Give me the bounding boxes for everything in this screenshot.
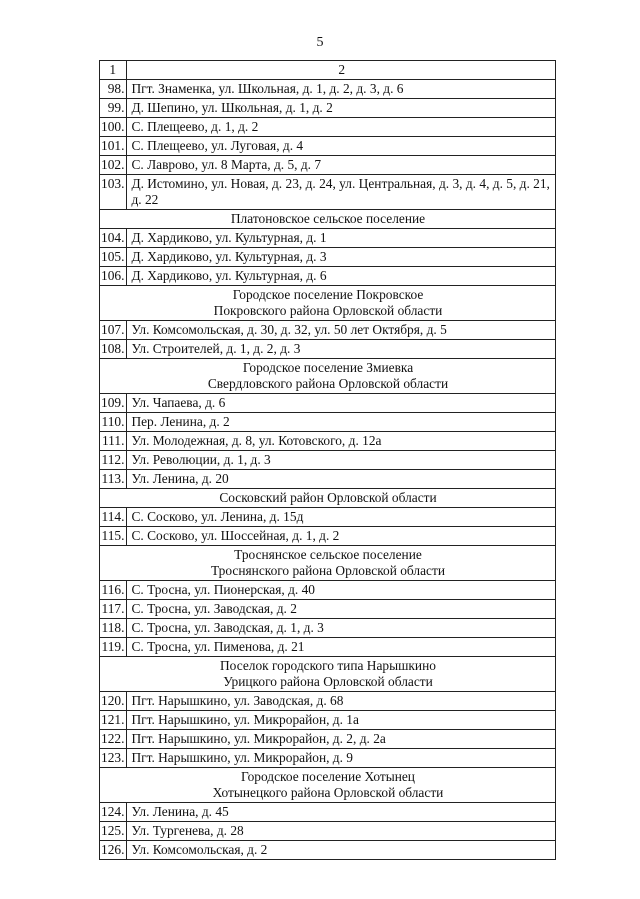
row-address: Д. Хардиково, ул. Культурная, д. 3 bbox=[127, 248, 556, 267]
row-number: 123. bbox=[100, 749, 127, 768]
address-table bbox=[99, 60, 556, 860]
section-title bbox=[100, 489, 556, 508]
section-header-row bbox=[100, 768, 556, 803]
row-address: С. Лаврово, ул. 8 Марта, д. 5, д. 7 bbox=[127, 156, 556, 175]
section-title bbox=[100, 359, 556, 394]
row-address: Д. Хардиково, ул. Культурная, д. 1 bbox=[127, 229, 556, 248]
row-address: Д. Истомино, ул. Новая, д. 23, д. 24, ул. Центральная, д. 3, д. 4, д. 5, д. 21, д. 22 bbox=[127, 175, 556, 210]
table-row bbox=[100, 581, 556, 600]
row-number: 117. bbox=[100, 600, 127, 619]
table-row bbox=[100, 413, 556, 432]
section-title bbox=[100, 768, 556, 803]
table-row bbox=[100, 749, 556, 768]
table-row bbox=[100, 508, 556, 527]
table-row bbox=[100, 527, 556, 546]
row-number: 114. bbox=[100, 508, 127, 527]
row-address: Пгт. Нарышкино, ул. Микрорайон, д. 1а bbox=[127, 711, 556, 730]
row-address: С. Плещеево, ул. Луговая, д. 4 bbox=[127, 137, 556, 156]
section-header-row bbox=[100, 210, 556, 229]
row-number: 115. bbox=[100, 527, 127, 546]
table-row bbox=[100, 175, 556, 210]
row-address: С. Сосково, ул. Шоссейная, д. 1, д. 2 bbox=[127, 527, 556, 546]
row-address: Пгт. Знаменка, ул. Школьная, д. 1, д. 2, д. 3, д. 6 bbox=[127, 80, 556, 99]
table-row bbox=[100, 600, 556, 619]
table-row bbox=[100, 340, 556, 359]
row-number: 106. bbox=[100, 267, 127, 286]
table-row bbox=[100, 267, 556, 286]
row-address: С. Плещеево, д. 1, д. 2 bbox=[127, 118, 556, 137]
section-title-line: Троснянское сельское поселение bbox=[234, 547, 422, 562]
table-row bbox=[100, 822, 556, 841]
table-row bbox=[100, 841, 556, 860]
row-address: С. Тросна, ул. Заводская, д. 2 bbox=[127, 600, 556, 619]
section-title bbox=[100, 286, 556, 321]
table-row bbox=[100, 80, 556, 99]
row-number: 116. bbox=[100, 581, 127, 600]
section-title bbox=[100, 546, 556, 581]
row-number: 103. bbox=[100, 175, 127, 210]
row-address: Ул. Молодежная, д. 8, ул. Котовского, д. 12а bbox=[127, 432, 556, 451]
row-address: Ул. Чапаева, д. 6 bbox=[127, 394, 556, 413]
table-row bbox=[100, 229, 556, 248]
section-title-line: Городское поселение Хотынец bbox=[241, 769, 415, 784]
row-number: 107. bbox=[100, 321, 127, 340]
row-number: 101. bbox=[100, 137, 127, 156]
row-address: Ул. Ленина, д. 45 bbox=[127, 803, 556, 822]
header-col-number: 1 bbox=[100, 61, 127, 80]
table-row bbox=[100, 730, 556, 749]
row-number: 105. bbox=[100, 248, 127, 267]
row-number: 120. bbox=[100, 692, 127, 711]
row-number: 109. bbox=[100, 394, 127, 413]
row-number: 98. bbox=[100, 80, 127, 99]
section-header-row bbox=[100, 286, 556, 321]
section-title-line: Поселок городского типа Нарышкино bbox=[220, 658, 436, 673]
row-number: 121. bbox=[100, 711, 127, 730]
table-row bbox=[100, 394, 556, 413]
row-number: 104. bbox=[100, 229, 127, 248]
table-row bbox=[100, 99, 556, 118]
row-number: 108. bbox=[100, 340, 127, 359]
row-address: Д. Шепино, ул. Школьная, д. 1, д. 2 bbox=[127, 99, 556, 118]
table-row bbox=[100, 137, 556, 156]
row-address: Ул. Ленина, д. 20 bbox=[127, 470, 556, 489]
table-row bbox=[100, 248, 556, 267]
table-row bbox=[100, 470, 556, 489]
row-address: Пер. Ленина, д. 2 bbox=[127, 413, 556, 432]
table-row bbox=[100, 451, 556, 470]
row-number: 122. bbox=[100, 730, 127, 749]
section-header-row bbox=[100, 546, 556, 581]
section-title-line: Платоновское сельское поселение bbox=[230, 211, 426, 226]
section-title-line: Сосковский район Орловской области bbox=[219, 490, 437, 505]
table-row bbox=[100, 156, 556, 175]
row-address: Пгт. Нарышкино, ул. Микрорайон, д. 2, д. 2а bbox=[127, 730, 556, 749]
row-address: С. Сосково, ул. Ленина, д. 15д bbox=[127, 508, 556, 527]
row-number: 126. bbox=[100, 841, 127, 860]
row-number: 119. bbox=[100, 638, 127, 657]
table-row bbox=[100, 803, 556, 822]
row-number: 99. bbox=[100, 99, 127, 118]
table-row bbox=[100, 321, 556, 340]
section-title-line: Хотынецкого района Орловской области bbox=[212, 785, 444, 800]
section-header-row bbox=[100, 657, 556, 692]
row-number: 125. bbox=[100, 822, 127, 841]
section-title-line: Покровского района Орловской области bbox=[213, 303, 443, 318]
row-number: 112. bbox=[100, 451, 127, 470]
row-address: С. Тросна, ул. Пионерская, д. 40 bbox=[127, 581, 556, 600]
table-row bbox=[100, 118, 556, 137]
row-number: 110. bbox=[100, 413, 127, 432]
row-number: 102. bbox=[100, 156, 127, 175]
section-header-row bbox=[100, 359, 556, 394]
section-title-line: Городское поселение Покровское bbox=[232, 287, 424, 302]
table-row bbox=[100, 711, 556, 730]
row-address: С. Тросна, ул. Пименова, д. 21 bbox=[127, 638, 556, 657]
row-address: Ул. Строителей, д. 1, д. 2, д. 3 bbox=[127, 340, 556, 359]
row-number: 118. bbox=[100, 619, 127, 638]
row-address: Ул. Комсомольская, д. 30, д. 32, ул. 50 лет Октября, д. 5 bbox=[127, 321, 556, 340]
row-number: 111. bbox=[100, 432, 127, 451]
section-header-row bbox=[100, 489, 556, 508]
section-title-line: Троснянского района Орловской области bbox=[210, 563, 445, 578]
row-address: Пгт. Нарышкино, ул. Заводская, д. 68 bbox=[127, 692, 556, 711]
section-title-line: Городское поселение Змиевка bbox=[242, 360, 414, 375]
table-row bbox=[100, 619, 556, 638]
row-address: С. Тросна, ул. Заводская, д. 1, д. 3 bbox=[127, 619, 556, 638]
row-address: Ул. Тургенева, д. 28 bbox=[127, 822, 556, 841]
row-address: Пгт. Нарышкино, ул. Микрорайон, д. 9 bbox=[127, 749, 556, 768]
row-number: 100. bbox=[100, 118, 127, 137]
table-row bbox=[100, 692, 556, 711]
table-row bbox=[100, 432, 556, 451]
table-header-row bbox=[100, 61, 556, 80]
address-table-body bbox=[100, 61, 556, 860]
table-row bbox=[100, 638, 556, 657]
row-address: Ул. Комсомольская, д. 2 bbox=[127, 841, 556, 860]
section-title-line: Урицкого района Орловской области bbox=[223, 674, 433, 689]
section-title-line: Свердловского района Орловской области bbox=[207, 376, 449, 391]
row-number: 124. bbox=[100, 803, 127, 822]
row-address: Д. Хардиково, ул. Культурная, д. 6 bbox=[127, 267, 556, 286]
row-address: Ул. Революции, д. 1, д. 3 bbox=[127, 451, 556, 470]
page-number: 5 bbox=[316, 35, 324, 50]
header-col-address: 2 bbox=[127, 61, 556, 80]
row-number: 113. bbox=[100, 470, 127, 489]
section-title bbox=[100, 210, 556, 229]
section-title bbox=[100, 657, 556, 692]
